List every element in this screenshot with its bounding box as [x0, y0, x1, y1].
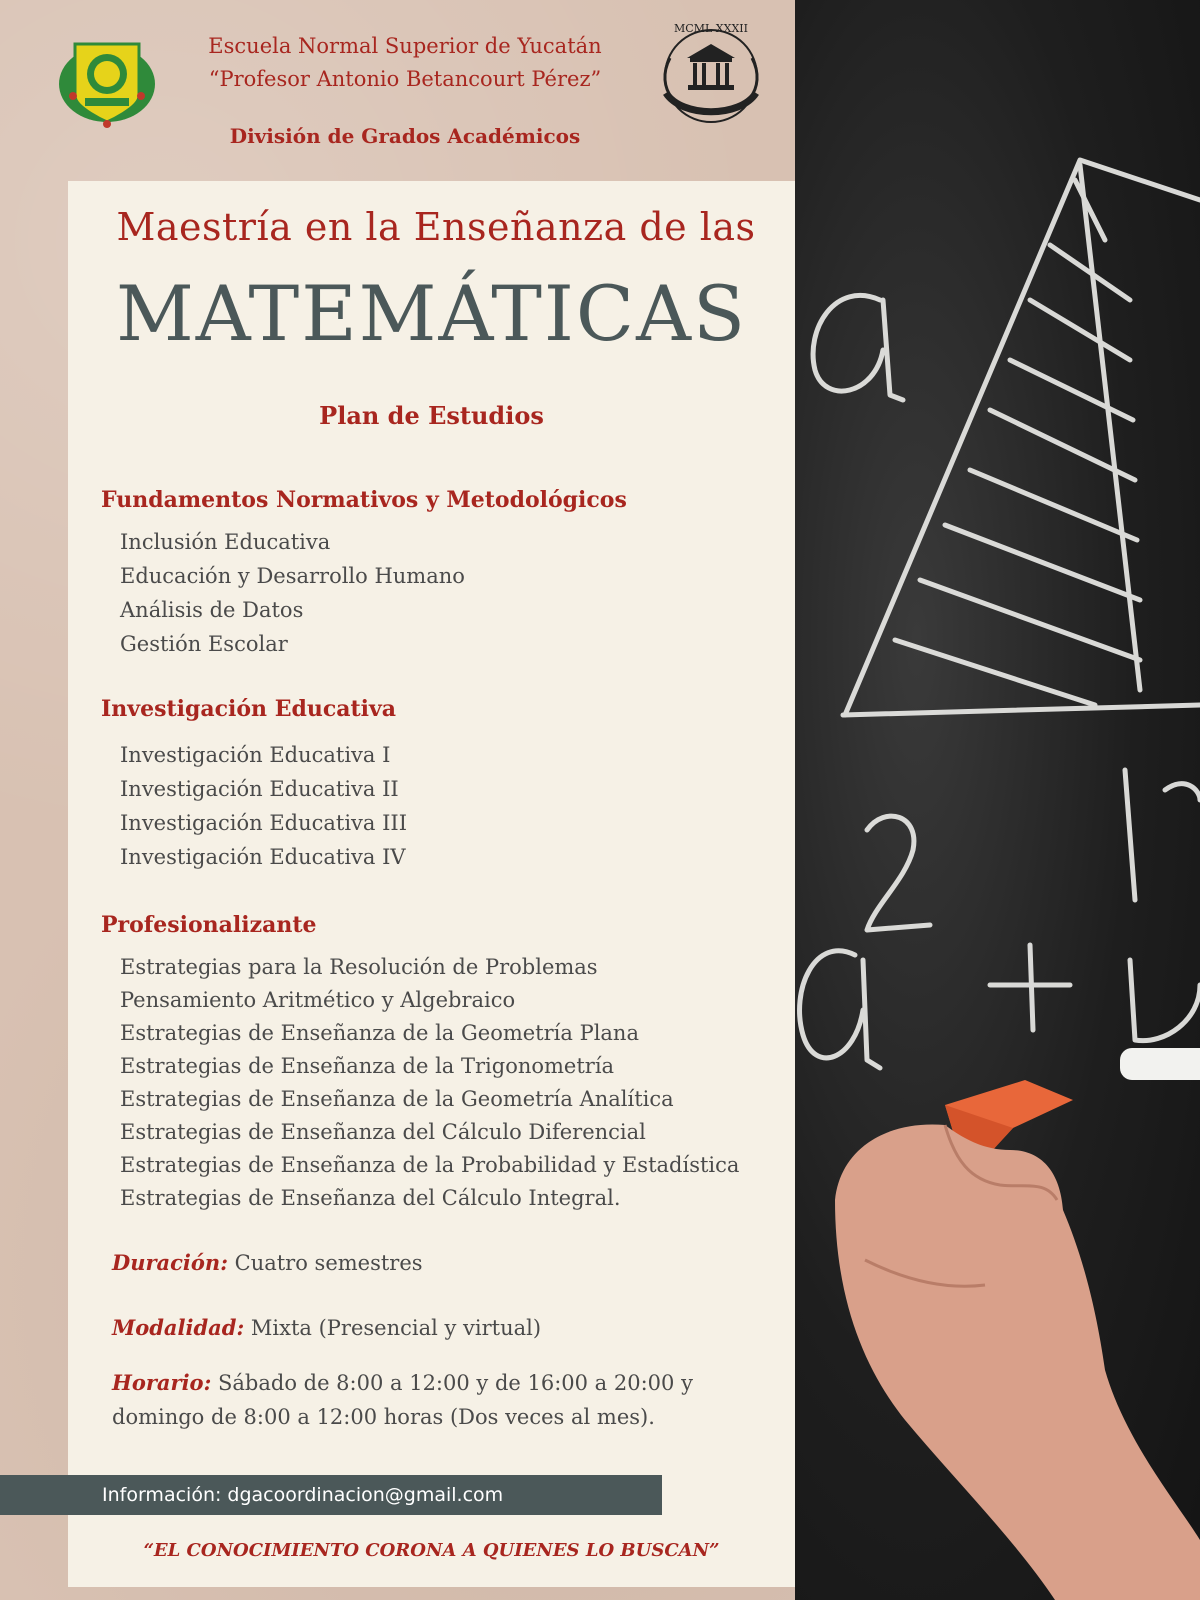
list-item: Inclusión Educativa	[120, 530, 331, 554]
list-item: Gestión Escolar	[120, 632, 288, 656]
list-item: Pensamiento Aritmético y Algebraico	[120, 988, 516, 1012]
chalk-drawing	[795, 0, 1200, 1600]
list-item: Investigación Educativa I	[120, 743, 391, 767]
blackboard-photo	[795, 0, 1200, 1600]
hand	[835, 1124, 1200, 1600]
duracion-line	[112, 1246, 423, 1280]
division-name: División de Grados Académicos	[229, 124, 581, 148]
section-list-profesionalizante	[120, 951, 739, 1215]
list-item: Análisis de Datos	[120, 598, 304, 622]
program-title: Maestría en la Enseñanza de las	[116, 205, 756, 249]
school-logo-icon	[55, 26, 159, 130]
school-name-line1: Escuela Normal Superior de Yucatán	[208, 34, 602, 58]
section-heading-profesionalizante: Profesionalizante	[101, 912, 317, 938]
horario-value: Sábado de 8:00 a 12:00 y de 16:00 a 20:00 y domingo de 8:00 a 12:00 horas (Dos veces al mes).	[112, 1371, 693, 1429]
duracion-value: Cuatro semestres	[227, 1251, 423, 1275]
list-item: Estrategias de Enseñanza de la Geometría Plana	[120, 1021, 639, 1045]
seal-logo-icon	[652, 18, 770, 128]
list-item: Estrategias de Enseñanza de la Probabilidad y Estadística	[120, 1153, 740, 1177]
plan-heading: Plan de Estudios	[319, 401, 544, 430]
motto: “EL CONOCIMIENTO CORONA A QUIENES LO BUSCAN”	[143, 1540, 720, 1561]
list-item: Educación y Desarrollo Humano	[120, 564, 465, 588]
chalk-stick	[1120, 1048, 1200, 1080]
section-list-investigacion	[120, 738, 407, 874]
seal-text: MCML XXXII	[674, 22, 748, 35]
section-list-fundamentos	[120, 525, 465, 661]
list-item: Estrategias de Enseñanza de la Trigonometría	[120, 1054, 615, 1078]
list-item: Estrategias de Enseñanza de la Geometría Analítica	[120, 1087, 674, 1111]
school-name-line2: “Profesor Antonio Betancourt Pérez”	[208, 67, 602, 91]
school-name	[175, 30, 635, 96]
horario-label: Horario:	[112, 1370, 212, 1395]
modalidad-label: Modalidad:	[112, 1315, 245, 1340]
list-item: Estrategias de Enseñanza del Cálculo Integral.	[120, 1186, 621, 1210]
program-card	[68, 181, 795, 1587]
contact-email[interactable]: Información: dgacoordinacion@gmail.com	[102, 1484, 504, 1506]
modalidad-value: Mixta (Presencial y virtual)	[244, 1316, 542, 1340]
list-item: Investigación Educativa IV	[120, 845, 406, 869]
section-heading-investigacion: Investigación Educativa	[101, 696, 397, 722]
list-item: Estrategias para la Resolución de Problemas	[120, 955, 598, 979]
modalidad-line	[112, 1311, 541, 1345]
list-item: Estrategias de Enseñanza del Cálculo Diferencial	[120, 1120, 646, 1144]
program-subject: MATEMÁTICAS	[115, 269, 748, 358]
section-heading-fundamentos: Fundamentos Normativos y Metodológicos	[101, 487, 627, 513]
horario-line	[112, 1366, 752, 1434]
list-item: Investigación Educativa III	[120, 811, 408, 835]
duracion-label: Duración:	[112, 1250, 228, 1275]
list-item: Investigación Educativa II	[120, 777, 399, 801]
